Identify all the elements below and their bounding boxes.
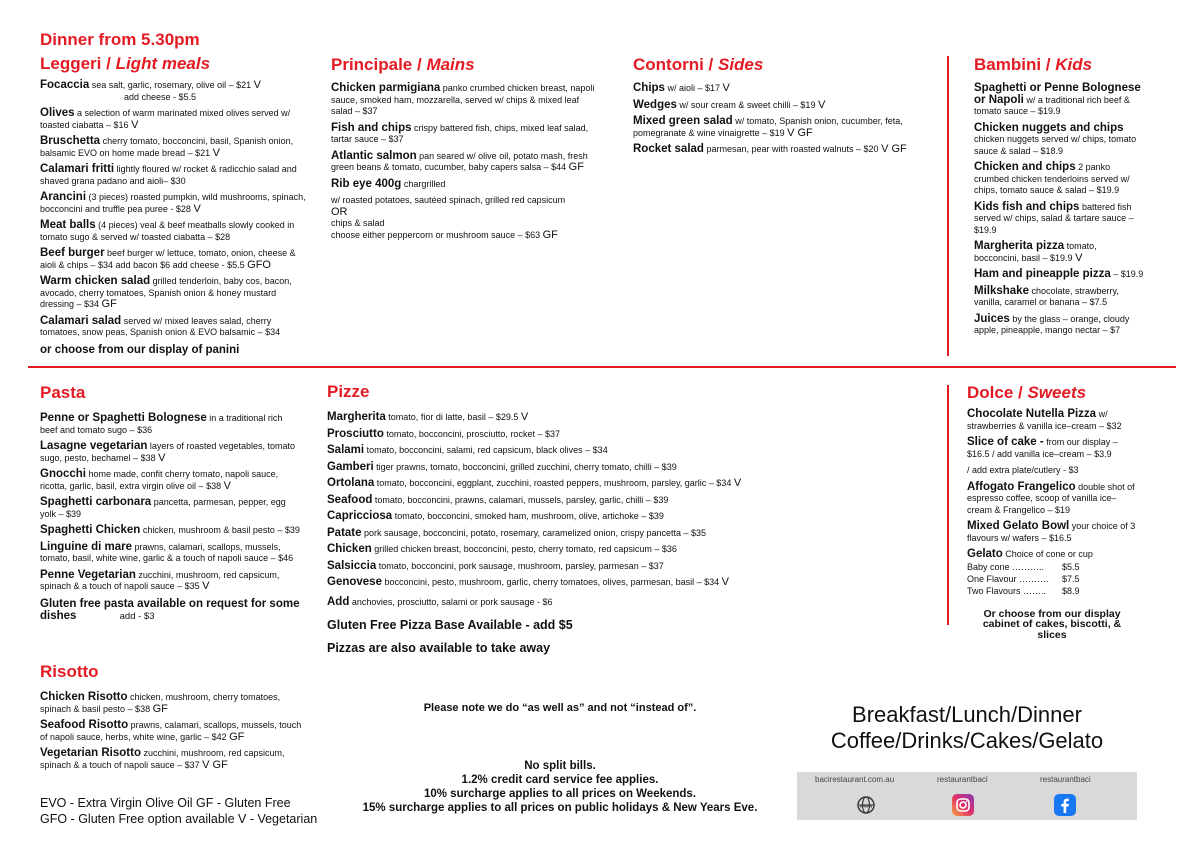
item-description: w/ a traditional rich beef & tomato sauce – $19.9: [974, 94, 1130, 116]
item-name: Seafood Risotto: [40, 719, 129, 731]
pasta-section: [40, 383, 302, 623]
pasta-item: [40, 413, 302, 436]
item-name: Spaghetti carbonara: [40, 496, 152, 508]
item-name: Beef burger: [40, 247, 105, 259]
gelato-price: $5.5: [1062, 561, 1080, 572]
gelato-size: One Flavour ……….: [967, 573, 1049, 584]
gf-pasta-note: Gluten free pasta available on request for some dishes add - $3: [40, 597, 300, 622]
policy-line: 10% surcharge applies to all prices on Weekends.: [423, 788, 697, 800]
item-name: Chicken Risotto: [40, 691, 128, 703]
pasta-item: [40, 525, 302, 537]
pizze-item: [327, 445, 797, 457]
item-description: pan seared w/ olive oil, potato mash, fresh green beans & tomato, cucumber, baby capers salsa – $44: [331, 150, 588, 172]
bambini-items: [974, 83, 1144, 337]
item-name: Spaghetti Chicken: [40, 524, 141, 536]
dietary-tag: V GF: [787, 126, 813, 139]
pizze-item: [327, 412, 797, 424]
item-description: grilled chicken breast, bocconcini, pesto, cherry tomato, red capsicum – $36: [371, 544, 677, 554]
pizza-add-note: Add anchovies, prosciutto, salami or pork sausage - $6: [327, 595, 553, 608]
item-description: pancetta, parmesan, pepper, egg yolk – $39: [40, 497, 286, 519]
gf-pizza-base: Gluten Free Pizza Base Available - add $5: [327, 618, 573, 632]
item-description: grilled tenderloin, baby cos, bacon, avocado, cherry tomatoes, Spanish onion & honey mustard dressing – $34: [40, 276, 292, 309]
item-description: by the glass – orange, cloudy apple, pineapple, mango nectar – $7: [974, 313, 1130, 335]
item-name: Margherita pizza: [974, 240, 1065, 252]
item-name: Chips: [633, 82, 665, 94]
dolce-item: [967, 482, 1137, 517]
item-description: sea salt, garlic, rosemary, olive oil – $21: [89, 80, 254, 90]
item-name: Patate: [327, 526, 362, 539]
gelato-row: [967, 561, 1137, 573]
legend-line: EVO - Extra Virgin Olive Oil GF - Gluten Free: [40, 796, 291, 810]
dolce-item: [967, 465, 1137, 477]
leggeri-item: [40, 316, 310, 339]
pizze-heading: Pizze: [327, 382, 370, 401]
item-name: Lasagne vegetarian: [40, 440, 148, 452]
item-name: Salami: [327, 444, 365, 456]
dietary-tag: V: [131, 118, 139, 131]
item-name: Mixed green salad: [633, 115, 733, 127]
item-description: tomato, bocconcini, salami, red capsicum, black olives – $34: [364, 445, 608, 455]
item-name: Kids fish and chips: [974, 200, 1080, 213]
pasta-item: [40, 469, 302, 492]
pasta-heading: Pasta: [40, 383, 86, 402]
item-name: Calamari fritti: [40, 163, 115, 175]
bambini-item: [974, 286, 1144, 309]
item-name: Slice of cake -: [967, 436, 1044, 448]
pizze-section: [327, 382, 797, 655]
item-name: Ortolana: [327, 477, 375, 489]
item-name: Rib eye 400g: [331, 177, 402, 190]
item-name: Mixed Gelato Bowl: [967, 520, 1070, 532]
item-description: w/ strawberries & vanilla ice–cream – $32: [967, 409, 1122, 431]
contorni-item: [633, 116, 925, 139]
pizze-item: [327, 511, 797, 523]
item-description: tomato, bocconcini, prawns, calamari, mussels, parsley, garlic, chilli – $39: [372, 494, 669, 505]
item-description: your choice of 3 flavours w/ wafers – $16.5: [967, 521, 1136, 543]
facebook-label: restaurantbaci: [1040, 775, 1091, 784]
item-name: Affogato Frangelico: [967, 480, 1076, 493]
risotto-item: [40, 748, 302, 771]
dietary-tag: V: [722, 82, 730, 94]
item-name: Penne Vegetarian: [40, 568, 136, 581]
dietary-tag: V: [817, 98, 826, 111]
gelato-price: $7.5: [1062, 573, 1080, 584]
item-description: prawns, calamari, scallops, mussels, tomato, basil, white wine, garlic & a touch of napoli sauce – $46: [40, 541, 294, 563]
item-name: Bruschetta: [40, 135, 101, 147]
item-name: Spaghetti or Penne Bolognese or Napoli: [974, 82, 1141, 106]
pasta-item: [40, 497, 302, 520]
item-description: parmesan, pear with roasted walnuts – $20: [703, 144, 882, 154]
dietary-tag: V: [253, 79, 261, 91]
dietary-tag: V: [721, 576, 729, 588]
item-name: Rocket salad: [633, 143, 704, 155]
item-description: zucchini, mushroom, red capsicum, spinach & a touch of napoli sauce – $35: [40, 569, 280, 591]
dolce-item: [967, 437, 1137, 460]
item-description: bocconcini, pesto, mushroom, garlic, cherry tomatoes, olives, parmesan, basil – $34: [381, 577, 722, 587]
item-description: / add extra plate/cutlery - $3: [967, 465, 1079, 475]
item-description: home made, confit cherry tomato, napoli sauce, ricotta, garlic, basil, extra virgin olive oil – $38: [40, 469, 279, 491]
bambini-item: [974, 162, 1144, 197]
item-description: double shot of espresso coffee, scoop of vanilla ice–cream & Frangelico – $19: [967, 481, 1135, 515]
bambini-item: [974, 269, 1144, 281]
leggeri-item: [40, 108, 310, 131]
gelato-price: $8.9: [1062, 585, 1080, 596]
pasta-item: [40, 542, 302, 565]
bambini-item: [974, 314, 1144, 337]
item-description: prawns, calamari, scallops, mussels, touch of napoli sauce, herbs, white wine, garlic – $42: [40, 720, 302, 742]
dolce-cabinet-note: Or choose from our display cabinet of cakes, biscotti, & slices: [982, 607, 1122, 641]
contorni-items: [633, 83, 925, 156]
item-name: Penne or Spaghetti Bolognese: [40, 412, 207, 424]
item-name: Calamari salad: [40, 314, 122, 327]
item-name: Prosciutto: [327, 427, 384, 440]
dietary-tag: GF: [152, 702, 168, 715]
rib-eye-details: w/ roasted potatoes, sautéed spinach, grilled red capsicum OR chips & salad choose either peppercorn or mushroom sauce – $63 GF: [331, 195, 566, 241]
pizze-item: [327, 495, 797, 507]
principale-heading: Principale / Mains: [331, 55, 475, 74]
item-description: chargrilled: [401, 178, 446, 189]
contorni-heading: Contorni / Sides: [633, 55, 764, 74]
item-name: Fish and chips: [331, 121, 412, 134]
item-description: w/ aioli – $17: [664, 83, 723, 93]
item-description: beef burger w/ lettuce, tomato, onion, cheese & aioli & chips – $34 add bacon $6 add cheese - $5.5: [40, 248, 296, 270]
item-description: tomato, bocconcini, basil – $19.9: [974, 241, 1097, 263]
leggeri-item: [40, 164, 310, 187]
contorni-section: [633, 55, 925, 161]
item-name: Gnocchi: [40, 468, 87, 480]
gelato-item: Gelato Choice of cone or cup: [967, 548, 1093, 560]
dietary-tag: GF: [229, 730, 245, 743]
leggeri-item: [40, 248, 310, 271]
item-description: w/ tomato, Spanish onion, cucumber, feta, pomegranate & wine vinaigrette – $19: [633, 116, 903, 138]
dietary-tag: GF: [101, 298, 117, 310]
panini-note: or choose from our display of panini: [40, 343, 240, 356]
dietary-tag: V: [193, 202, 201, 215]
risotto-items: [40, 692, 302, 771]
item-description: chicken, mushroom & basil pesto – $39: [140, 525, 300, 535]
principale-item: [331, 83, 599, 118]
pasta-item: [40, 570, 302, 593]
dolce-item: [967, 409, 1137, 432]
item-name: Linguine di mare: [40, 540, 133, 553]
item-name: Atlantic salmon: [331, 149, 417, 162]
contorni-item: [633, 83, 925, 95]
tagline: [797, 702, 1137, 754]
legend: [40, 795, 317, 827]
item-description: tomato, bocconcini, smoked ham, mushroom, olive, artichoke – $39: [392, 511, 664, 521]
facebook-icon[interactable]: [1054, 794, 1076, 816]
dietary-tag: V: [223, 479, 231, 492]
pizze-item: [327, 429, 797, 441]
item-description: in a traditional rich beef and tomato sugo – $36: [40, 413, 283, 435]
split-note: Please note we do “as well as” and not “instead of”.: [423, 702, 697, 714]
item-name: Salsiccia: [327, 559, 377, 572]
gelato-size: Baby cone ………..: [967, 561, 1045, 572]
pizza-takeaway: Pizzas are also available to take away: [327, 641, 551, 655]
item-name: Olives: [40, 107, 75, 119]
item-name: Margherita: [327, 411, 386, 423]
risotto-item: [40, 720, 302, 743]
item-description: tiger prawns, tomato, bocconcini, grilled zucchini, cherry tomato, chilli – $39: [373, 461, 677, 472]
item-name: Gamberi: [327, 460, 374, 473]
svg-text:www: www: [859, 803, 873, 810]
dietary-tag: V: [158, 451, 166, 464]
divider-vertical-top: [947, 56, 949, 356]
item-name: Arancini: [40, 191, 87, 203]
dietary-tag: V: [202, 580, 210, 592]
legend-line: GFO - Gluten Free option available V - Vegetarian: [40, 812, 318, 826]
item-description: w/ sour cream & sweet chilli – $19: [676, 99, 818, 110]
dietary-tag: V GF: [881, 143, 907, 155]
item-description: zucchini, mushroom, red capsicum, spinach & a touch of napoli sauce – $37: [40, 748, 285, 770]
item-name: Genovese: [327, 576, 382, 588]
item-name: Chicken parmigiana: [331, 82, 441, 94]
item-description: cherry tomato, bocconcini, basil, Spanish onion, balsamic EVO on home made bread – $21: [40, 136, 294, 158]
item-description: pork sausage, bocconcini, potato, rosemary, caramelized onion, crispy pancetta – $35: [361, 527, 707, 538]
item-name: Juices: [974, 312, 1010, 325]
item-name: Milkshake: [974, 284, 1029, 297]
item-description: 2 panko crumbed chicken tenderloins served w/ chips, tomato sauce & salad – $19.9: [974, 162, 1130, 195]
leggeri-item: [40, 192, 310, 215]
item-description: tomato, bocconcini, prosciutto, rocket – $37: [383, 428, 560, 439]
item-description: from our display – $16.5 / add vanilla ice–cream – $3.9: [967, 437, 1118, 459]
pizze-item: [327, 528, 797, 540]
item-name: Warm chicken salad: [40, 275, 151, 287]
dietary-tag: V: [1075, 251, 1083, 264]
dietary-tag: V: [733, 477, 742, 489]
item-extra: add cheese - $5.5: [124, 91, 197, 102]
divider-vertical-bottom: [947, 385, 949, 625]
gelato-price-list: [967, 561, 1137, 597]
gelato-row: [967, 585, 1137, 597]
tagline-line-2: Coffee/Drinks/Cakes/Gelato: [830, 728, 1104, 753]
item-name: Ham and pineapple pizza: [974, 268, 1111, 280]
item-description: a selection of warm marinated mixed olives served w/ toasted ciabatta – $16: [40, 108, 291, 130]
dietary-tag: GF: [568, 161, 584, 173]
dolce-item: [967, 521, 1137, 544]
dietary-tag: V: [212, 146, 220, 159]
leggeri-item: [40, 220, 310, 243]
leggeri-item: [40, 136, 310, 159]
item-description: chicken, mushroom, cherry tomatoes, spinach & basil pesto – $38: [40, 692, 281, 714]
website-label: bacirestaurant.com.au: [815, 775, 895, 784]
dolce-items: [967, 409, 1137, 544]
item-description: (3 pieces) roasted pumpkin, wild mushrooms, spinach, bocconcini and truffle pea puree - $28: [40, 192, 306, 214]
pizze-item: [327, 462, 797, 474]
item-name: Focaccia: [40, 79, 90, 91]
principale-items: [331, 83, 599, 190]
item-name: Chicken nuggets and chips: [974, 121, 1124, 134]
pasta-item: [40, 441, 302, 464]
item-description: served w/ mixed leaves salad, cherry tomatoes, snow peas, Spanish onion & EVO balsamic – $34: [40, 315, 281, 337]
gelato-row: [967, 573, 1137, 585]
contorni-item: [633, 100, 925, 112]
item-name: Chicken: [327, 543, 372, 555]
policy-line: No split bills.: [524, 760, 596, 772]
leggeri-items: [40, 80, 310, 339]
item-name: Meat balls: [40, 219, 96, 231]
leggeri-item: [40, 276, 310, 311]
item-description: chicken nuggets served w/ chips, tomato sauce & salad – $18.9: [974, 134, 1137, 156]
tagline-line-1: Breakfast/Lunch/Dinner: [852, 702, 1082, 727]
item-name: Chicken and chips: [974, 161, 1076, 173]
dietary-tag: GFO: [247, 258, 271, 271]
item-description: crispy battered fish, chips, mixed leaf salad, tartar sauce – $37: [331, 122, 589, 144]
leggeri-heading: Leggeri / Light meals: [40, 54, 211, 73]
instagram-icon[interactable]: [952, 794, 974, 816]
pizze-item: [327, 478, 797, 490]
policy-line: 1.2% credit card service fee applies.: [461, 774, 659, 786]
item-name: Chocolate Nutella Pizza: [967, 408, 1097, 420]
social-panel: [797, 772, 1137, 820]
item-description: lightly floured w/ rocket & radicchio salad and shaved grana padano and aioli– $30: [40, 164, 297, 186]
pizze-item: [327, 561, 797, 573]
bambini-section: [974, 55, 1144, 342]
bambini-item: [974, 241, 1144, 264]
instagram-label: restaurantbaci: [937, 775, 988, 784]
item-description: battered fish served w/ chips, salad & tartare sauce – $19.9: [974, 201, 1134, 235]
pasta-items: [40, 413, 302, 593]
globe-icon[interactable]: [855, 794, 877, 816]
dolce-heading: Dolce / Sweets: [967, 383, 1087, 402]
item-description: panko crumbed chicken breast, napoli sauce, smoked ham, mozzarella, served w/ chips & mixed leaf salad – $37: [331, 83, 595, 116]
dinner-title: Dinner from 5.30pm: [40, 30, 200, 49]
item-description: tomato, fior di latte, basil – $29.5: [385, 412, 521, 422]
pizze-items: [327, 412, 797, 589]
risotto-section: [40, 662, 302, 776]
item-description: tomato, bocconcini, pork sausage, mushroom, parsley, parmesan – $37: [376, 560, 664, 571]
risotto-item: [40, 692, 302, 715]
item-description: (4 pieces) veal & beef meatballs slowly cooked in tomato sugo & served w/ toasted ciabatta – $28: [40, 220, 295, 242]
bambini-heading: Bambini / Kids: [974, 55, 1093, 74]
principale-item: [331, 151, 599, 174]
item-name: Capricciosa: [327, 510, 393, 522]
risotto-heading: Risotto: [40, 662, 99, 681]
divider-horizontal: [28, 366, 1176, 368]
policy-line: 15% surcharge applies to all prices on public holidays & New Years Eve.: [362, 802, 758, 814]
pizze-item: [327, 544, 797, 556]
item-name: Seafood: [327, 493, 373, 506]
principale-item: [331, 123, 599, 146]
item-description: chocolate, strawberry, vanilla, caramel or banana – $7.5: [974, 285, 1119, 307]
bambini-item: [974, 123, 1144, 158]
item-description: – $19.9: [1110, 269, 1144, 279]
bambini-item: [974, 202, 1144, 237]
dietary-tag: V GF: [202, 758, 228, 771]
item-name: Wedges: [633, 98, 677, 111]
leggeri-section: [40, 54, 310, 356]
item-description: layers of roasted vegetables, tomato sugo, pesto, bechamel – $38: [40, 441, 295, 463]
pizze-item: [327, 577, 797, 589]
item-name: Vegetarian Risotto: [40, 747, 141, 759]
dietary-tag: V: [520, 411, 529, 423]
leggeri-item: [40, 80, 310, 103]
bambini-item: [974, 83, 1144, 118]
policy-notes: [330, 759, 790, 815]
principale-item: [331, 179, 599, 191]
contorni-item: [633, 144, 925, 156]
gelato-size: Two Flavours ……..: [967, 585, 1047, 596]
principale-section: [331, 55, 599, 246]
item-description: tomato, bocconcini, eggplant, zucchini, roasted peppers, mushroom, parsley, garlic – $34: [374, 478, 734, 488]
dolce-section: [967, 383, 1137, 640]
